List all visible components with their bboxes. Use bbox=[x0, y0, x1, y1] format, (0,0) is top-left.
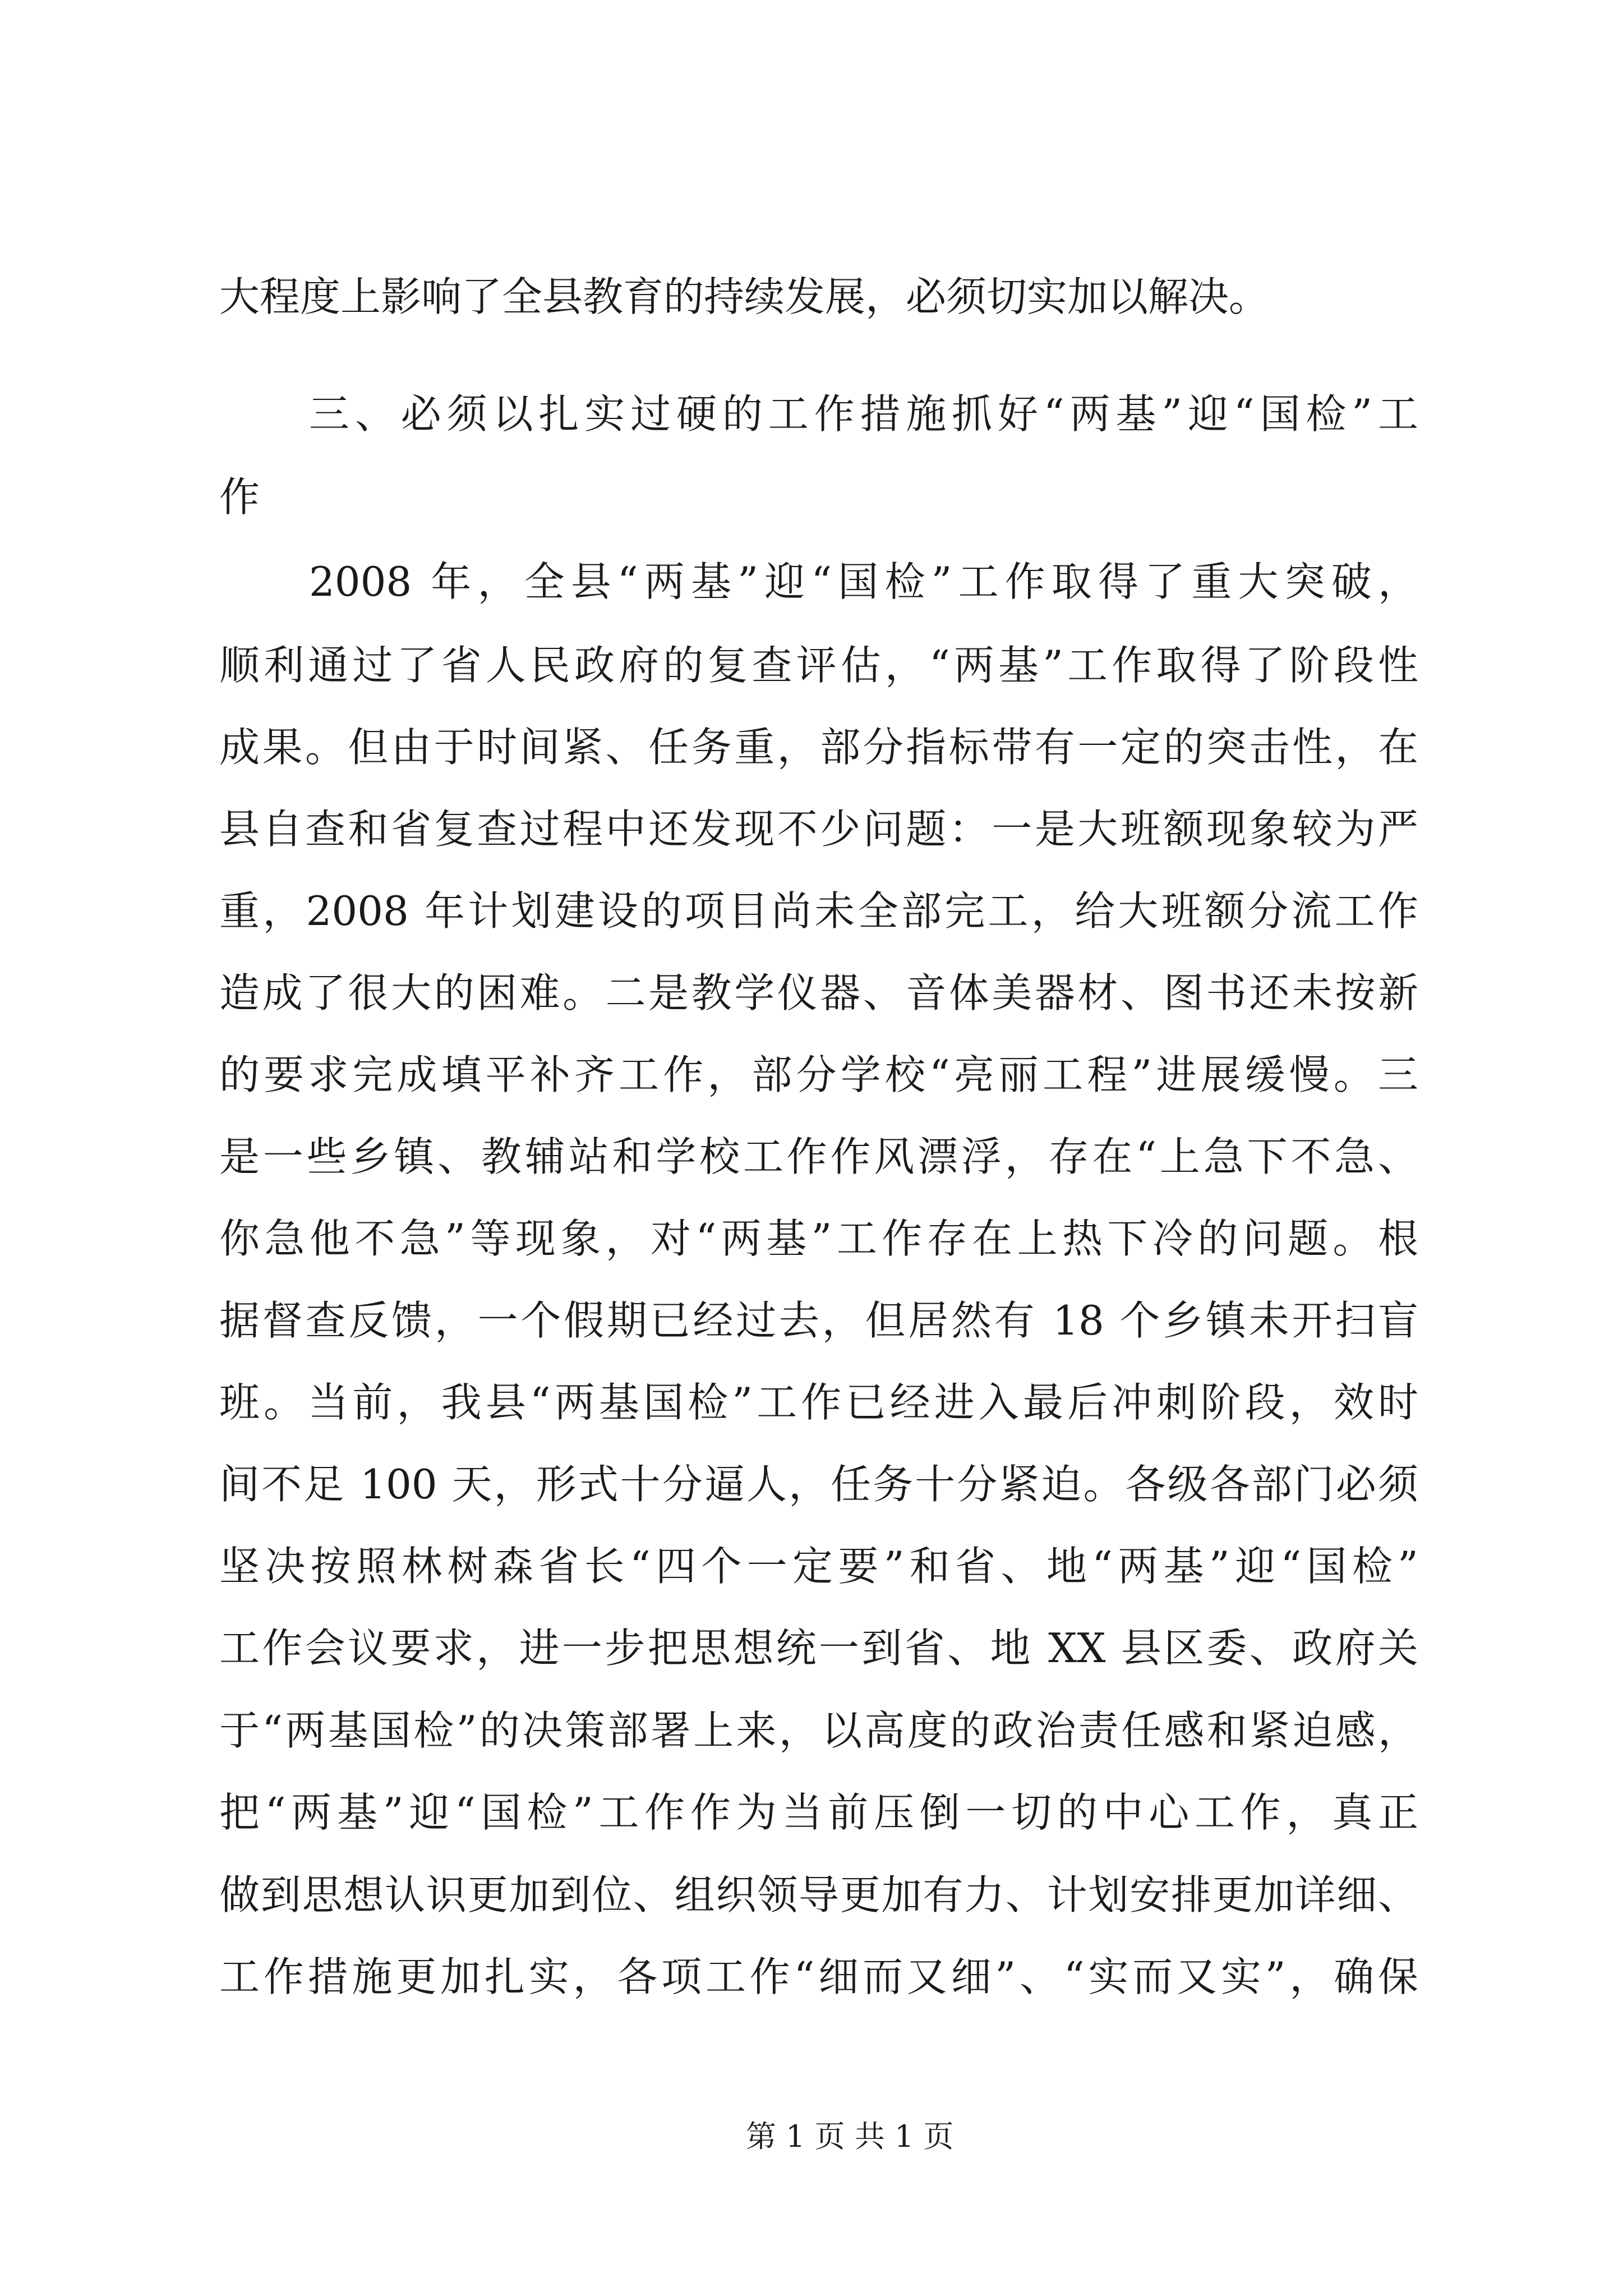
body-text-line: 造成了很大的困难。二是教学仪器、音体美器材、图书还未按新 bbox=[219, 969, 1418, 1016]
body-text-line: 坚决按照林树森省长“四个一定要”和省、地“两基”迎“国检” bbox=[219, 1543, 1418, 1590]
section-heading-line: 作 bbox=[219, 473, 260, 521]
section-heading-line: 三、必须以扎实过硬的工作措施抓好“两基”迎“国检”工 bbox=[309, 390, 1418, 438]
body-text-line: 你急他不急”等现象，对“两基”工作存在上热下冷的问题。根 bbox=[219, 1215, 1418, 1262]
body-text-line: 做到思想认识更加到位、组织领导更加有力、计划安排更加详细、 bbox=[219, 1871, 1418, 1918]
body-text-line: 顺利通过了省人民政府的复查评估，“两基”工作取得了阶段性 bbox=[219, 642, 1418, 689]
body-text-line: 据督查反馈，一个假期已经过去，但居然有 18 个乡镇未开扫盲 bbox=[219, 1297, 1418, 1344]
body-text-line: 班。当前，我县“两基国检”工作已经进入最后冲刺阶段，效时 bbox=[219, 1379, 1418, 1426]
body-text-line: 大程度上影响了全县教育的持续发展，必须切实加以解决。 bbox=[219, 273, 1270, 320]
body-text-line: 把“两基”迎“国检”工作作为当前压倒一切的中心工作，真正 bbox=[219, 1789, 1418, 1836]
body-text-line: 成果。但由于时间紧、任务重，部分指标带有一定的突击性，在 bbox=[219, 724, 1418, 771]
page-number-footer: 第 1 页 共 1 页 bbox=[746, 2119, 954, 2154]
body-text-line: 县自查和省复查过程中还发现不少问题：一是大班额现象较为严 bbox=[219, 806, 1418, 853]
body-text-line: 于“两基国检”的决策部署上来，以高度的政治责任感和紧迫感， bbox=[219, 1707, 1418, 1754]
body-text-line: 是一些乡镇、教辅站和学校工作作风漂浮，存在“上急下不急、 bbox=[219, 1133, 1418, 1180]
body-text-line: 重，2008 年计划建设的项目尚未全部完工，给大班额分流工作 bbox=[219, 887, 1418, 935]
body-text-line: 间不足 100 天，形式十分逼人，任务十分紧迫。各级各部门必须 bbox=[219, 1461, 1418, 1508]
body-text-line: 的要求完成填平补齐工作，部分学校“亮丽工程”进展缓慢。三 bbox=[219, 1051, 1418, 1098]
body-text-line: 工作措施更加扎实，各项工作“细而又细”、“实而又实”，确保 bbox=[219, 1953, 1418, 2000]
body-text-line: 2008 年，全县“两基”迎“国检”工作取得了重大突破， bbox=[309, 558, 1418, 605]
body-text-line: 工作会议要求，进一步把思想统一到省、地 XX 县区委、政府关 bbox=[219, 1625, 1418, 1672]
